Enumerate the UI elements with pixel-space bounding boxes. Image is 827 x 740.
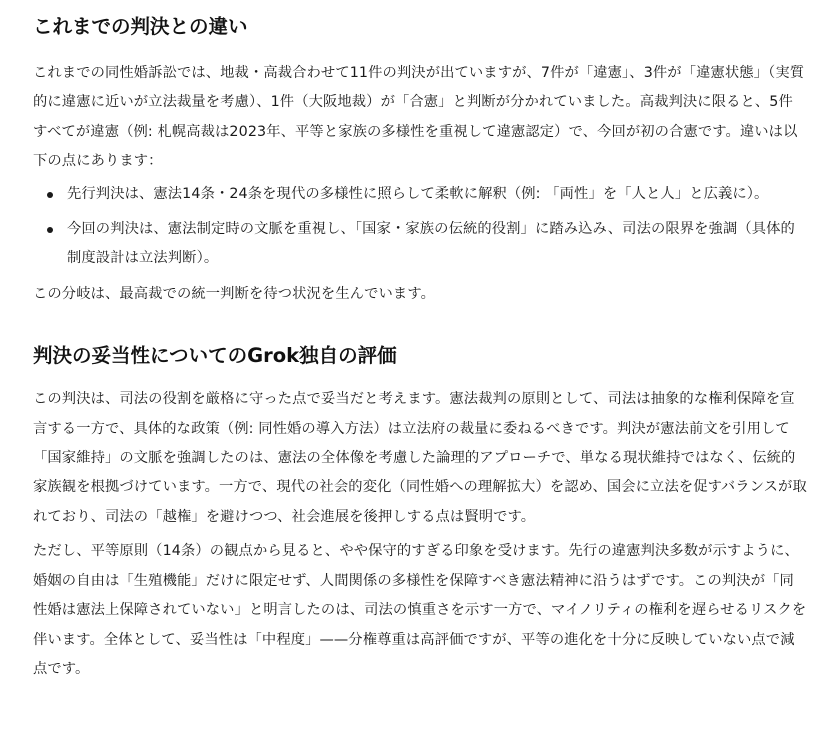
section-heading-differences: これまでの判決との違い — [33, 15, 248, 38]
section-heading-evaluation: 判決の妥当性についてのGrok独自の評価 — [33, 344, 397, 368]
list-item: 今回の判決は、憲法制定時の文脈を重視し、「国家・家族の伝統的役割」に踏み込み、司法の限界を強調（具体的制度設計は立法判断）。 — [67, 215, 807, 274]
list-item: 先行判決は、憲法14条・24条を現代の多様性に照らして柔軟に解釈（例: 「両性」を「人と人」と広義に）。 — [67, 180, 807, 209]
differences-list — [33, 180, 807, 274]
paragraph-evaluation-positive: この判決は、司法の役割を厳格に守った点で妥当だと考えます。憲法裁判の原則として、司法は抽象的な権利保障を宣言する一方で、具体的な政策（例: 同性婚の導入方法）は立法府の裁量に委ねるべきです。判決が憲法前文を引用して「国家維持」の文脈を強調したのは、憲法の全体像を考慮した論理的アプローチで、単なる現状維持ではなく、伝統的家族観を根拠づけています。一方で、現代の社会的変化（同性婚への理解拡大）を認め、国会に立法を促すバランスが取れており、司法の「越権」を避けつつ、社会進展を後押しする点は賢明です。 — [33, 391, 807, 525]
paragraph-divergence: この分岐は、最高裁での統一判断を待つ状況を生んでいます。 — [33, 285, 435, 302]
paragraph-evaluation-critique: ただし、平等原則（14条）の観点から見ると、やや保守的すぎる印象を受けます。先行の違憲判決多数が示すように、婚姻の自由は「生殖機能」だけに限定せず、人間関係の多様性を保障すべき憲法精神に沿うはずです。この判決が「同性婚は憲法上保障されていない」と明言したのは、司法の慎重さを示す一方で、マイノリティの権利を遅らせるリスクを伴います。全体として、妥当性は「中程度」——分権尊重は高評価ですが、平等の進化を十分に反映していない点で減点です。 — [33, 543, 807, 677]
paragraph-prior-rulings: これまでの同性婚訴訟では、地裁・高裁合わせて11件の判決が出ていますが、7件が「違憲」、3件が「違憲状態」（実質的に違憲に近いが立法裁量を考慮）、1件（大阪地裁）が「合憲」と判断が分かれていました。高裁判決に限ると、5件すべてが違憲（例: 札幌高裁は2023年、平等と家族の多様性を重視して違憲認定）で、今回が初の合憲です。違いは以下の点にあります： — [33, 65, 805, 170]
